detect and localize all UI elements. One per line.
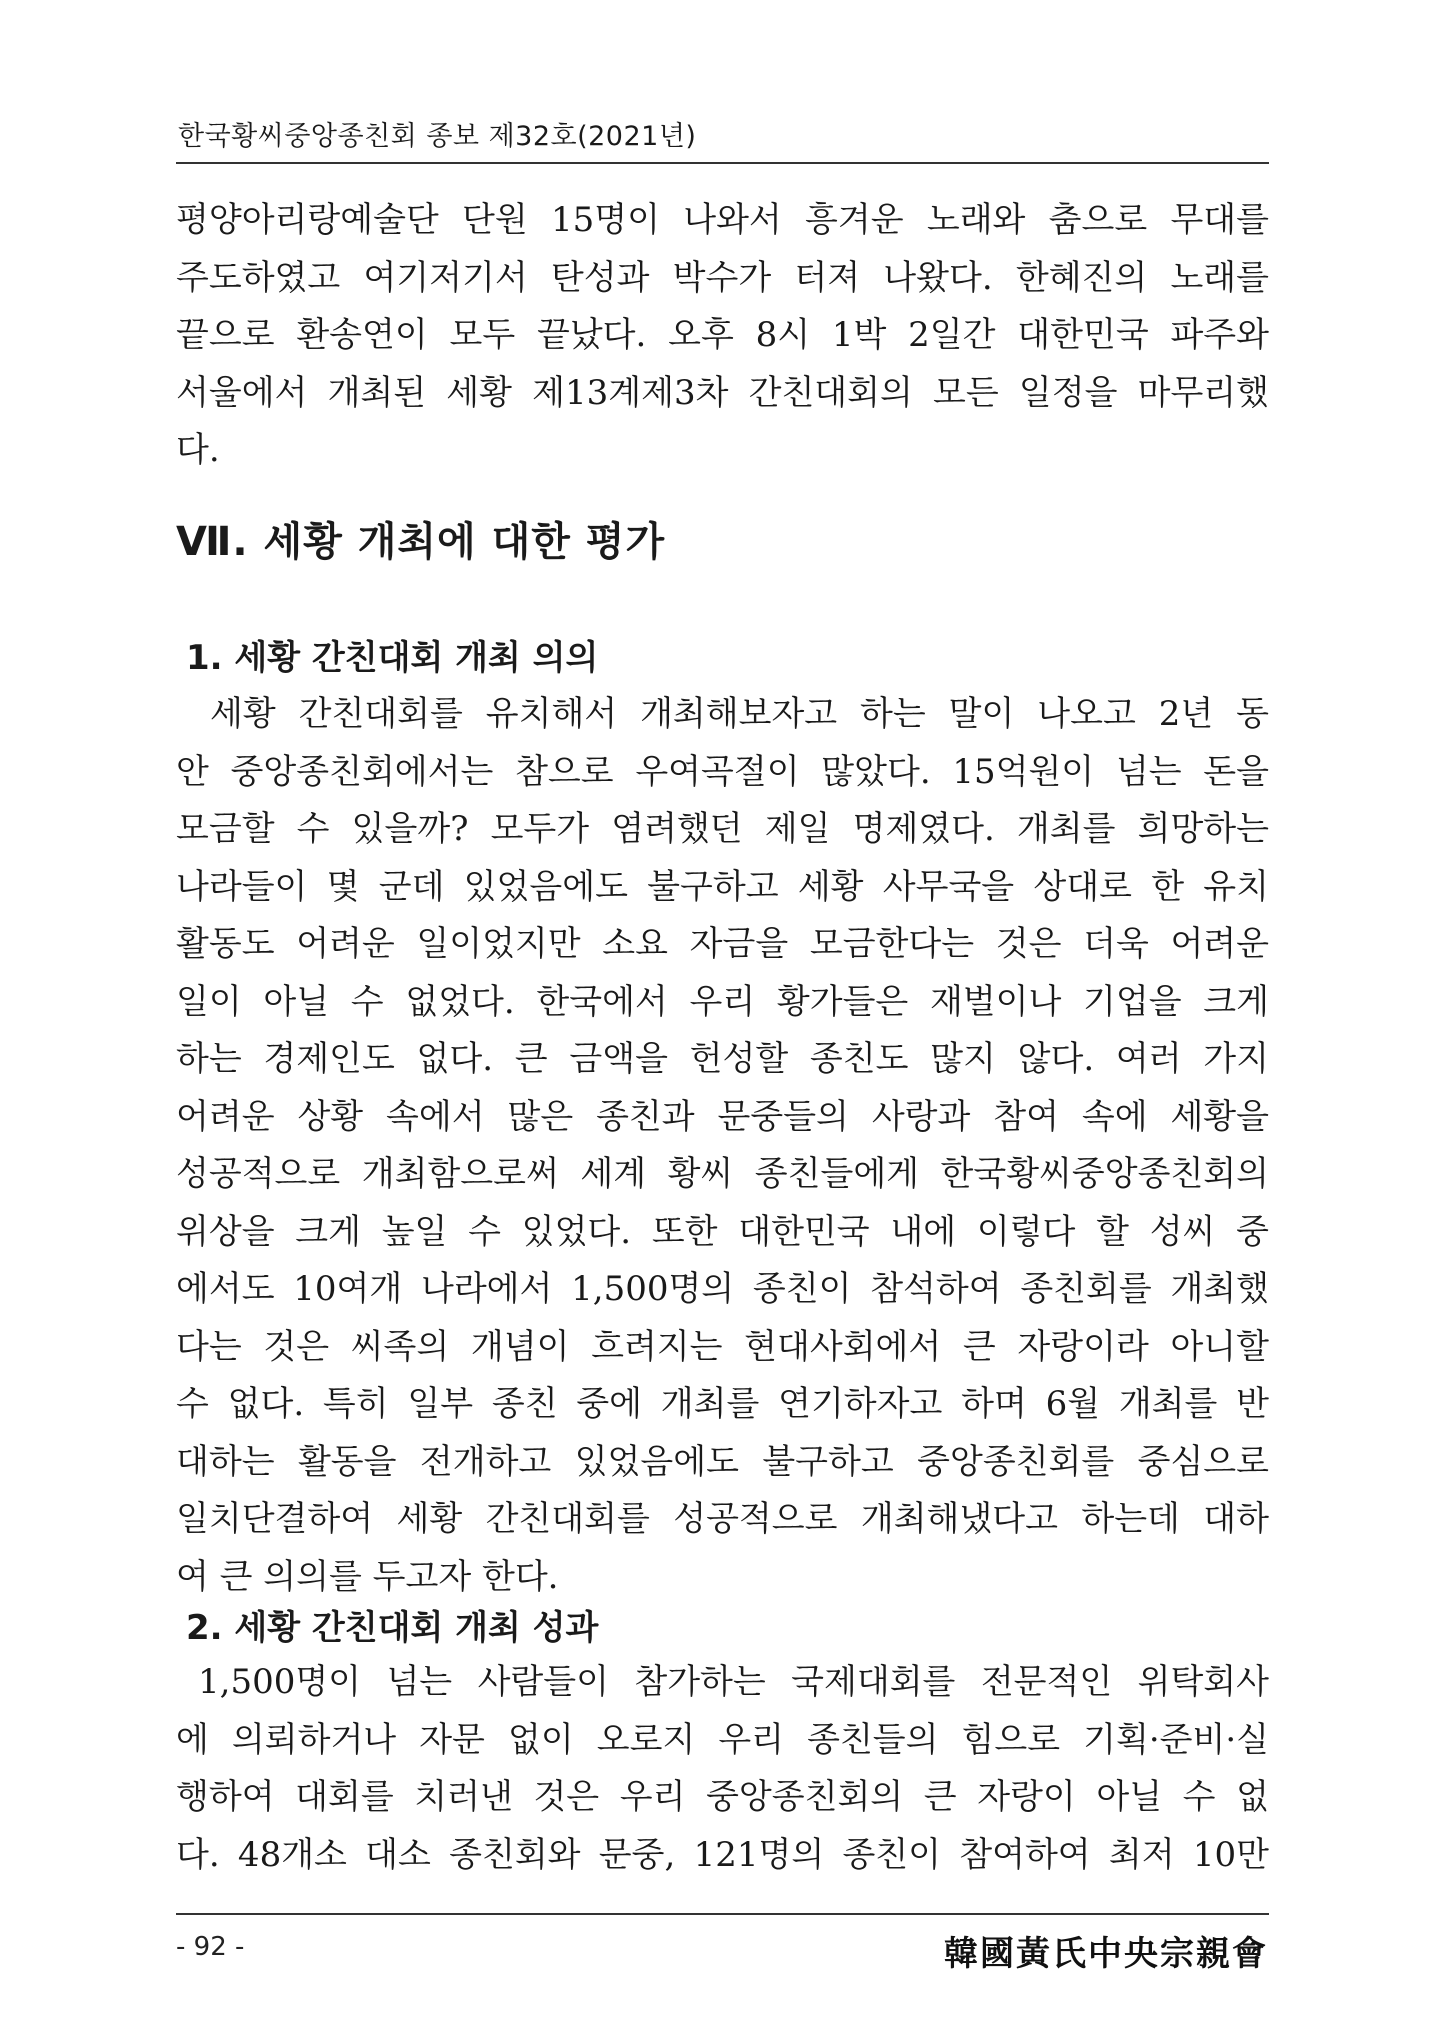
paragraph-line: 어려운 상황 속에서 많은 종친과 문중들의 사랑과 참여 속에 세황을 xyxy=(176,1096,1269,1137)
paragraph-line: 나라들이 몇 군데 있었음에도 불구하고 세황 사무국을 상대로 한 유치 xyxy=(176,866,1269,907)
paragraph-line: 다. xyxy=(176,430,220,470)
paragraph-line: 세황 간친대회를 유치해서 개최해보자고 하는 말이 나오고 2년 동 xyxy=(210,694,1269,734)
footer-rule xyxy=(176,1913,1269,1915)
header-rule xyxy=(176,162,1269,164)
paragraph-line: 에 의뢰하거나 자문 없이 오로지 우리 종친들의 힘으로 기획·준비·실 xyxy=(176,1719,1269,1760)
running-header: 한국황씨중앙종친회 종보 제32호(2021년) xyxy=(178,121,697,152)
chapter-title: Ⅶ. 세황 개최에 대한 평가 xyxy=(176,519,666,565)
paragraph-line: 일치단결하여 세황 간친대회를 성공적으로 개최해냈다고 하는데 대하 xyxy=(176,1499,1269,1539)
paragraph-line: 다. 48개소 대소 종친회와 문중, 121명의 종친이 참여하여 최저 10만 xyxy=(176,1834,1269,1875)
paragraph-line: 행하여 대회를 치러낸 것은 우리 중앙종친회의 큰 자랑이 아닐 수 없 xyxy=(176,1777,1269,1817)
paragraph-line: 일이 아닐 수 없었다. 한국에서 우리 황가들은 재벌이나 기업을 크게 xyxy=(176,981,1269,1022)
paragraph-line: 성공적으로 개최함으로써 세계 황씨 종친들에게 한국황씨중앙종친회의 xyxy=(176,1154,1269,1194)
paragraph-line: 안 중앙종친회에서는 참으로 우여곡절이 많았다. 15억원이 넘는 돈을 xyxy=(176,751,1269,792)
paragraph-line: 위상을 크게 높일 수 있었다. 또한 대한민국 내에 이렇다 할 성씨 중 xyxy=(176,1211,1269,1252)
paragraph-line: 평양아리랑예술단 단원 15명이 나와서 흥겨운 노래와 춤으로 무대를 xyxy=(176,200,1269,240)
section-2-paragraph xyxy=(176,1654,1269,1884)
paragraph-line: 서울에서 개최된 세황 제13계제3차 간친대회의 모든 일정을 마무리했 xyxy=(176,372,1269,413)
paragraph-line: 대하는 활동을 전개하고 있었음에도 불구하고 중앙종친회를 중심으로 xyxy=(176,1441,1269,1482)
paragraph-line: 모금할 수 있을까? 모두가 염려했던 제일 명제였다. 개최를 희망하는 xyxy=(176,809,1269,849)
paragraph-line: 수 없다. 특히 일부 종친 중에 개최를 연기하자고 하며 6월 개최를 반 xyxy=(176,1384,1269,1424)
section-1-title: 1. 세황 간친대회 개최 의의 xyxy=(186,638,599,678)
intro-paragraph xyxy=(176,192,1269,480)
section-1-paragraph xyxy=(176,686,1269,1606)
paragraph-line: 주도하였고 여기저기서 탄성과 박수가 터져 나왔다. 한혜진의 노래를 xyxy=(176,257,1269,298)
paragraph-line: 1,500명이 넘는 사람들이 참가하는 국제대회를 전문적인 위탁회사 xyxy=(198,1662,1269,1702)
paragraph-line: 에서도 10여개 나라에서 1,500명의 종친이 참석하여 종친회를 개최했 xyxy=(176,1269,1269,1309)
paragraph-line: 끝으로 환송연이 모두 끝났다. 오후 8시 1박 2일간 대한민국 파주와 xyxy=(176,315,1269,355)
page-number: - 92 - xyxy=(176,1932,245,1962)
paragraph-line: 하는 경제인도 없다. 큰 금액을 헌성할 종친도 많지 않다. 여러 가지 xyxy=(176,1039,1269,1079)
section-2-title: 2. 세황 간친대회 개최 성과 xyxy=(186,1608,599,1648)
paragraph-line: 다는 것은 씨족의 개념이 흐려지는 현대사회에서 큰 자랑이라 아니할 xyxy=(176,1326,1269,1367)
paragraph-line: 활동도 어려운 일이었지만 소요 자금을 모금한다는 것은 더욱 어려운 xyxy=(176,924,1269,964)
organization-logo: 韓國黃氏中央宗親會 xyxy=(944,1934,1268,1974)
paragraph-line: 여 큰 의의를 두고자 한다. xyxy=(176,1556,559,1597)
